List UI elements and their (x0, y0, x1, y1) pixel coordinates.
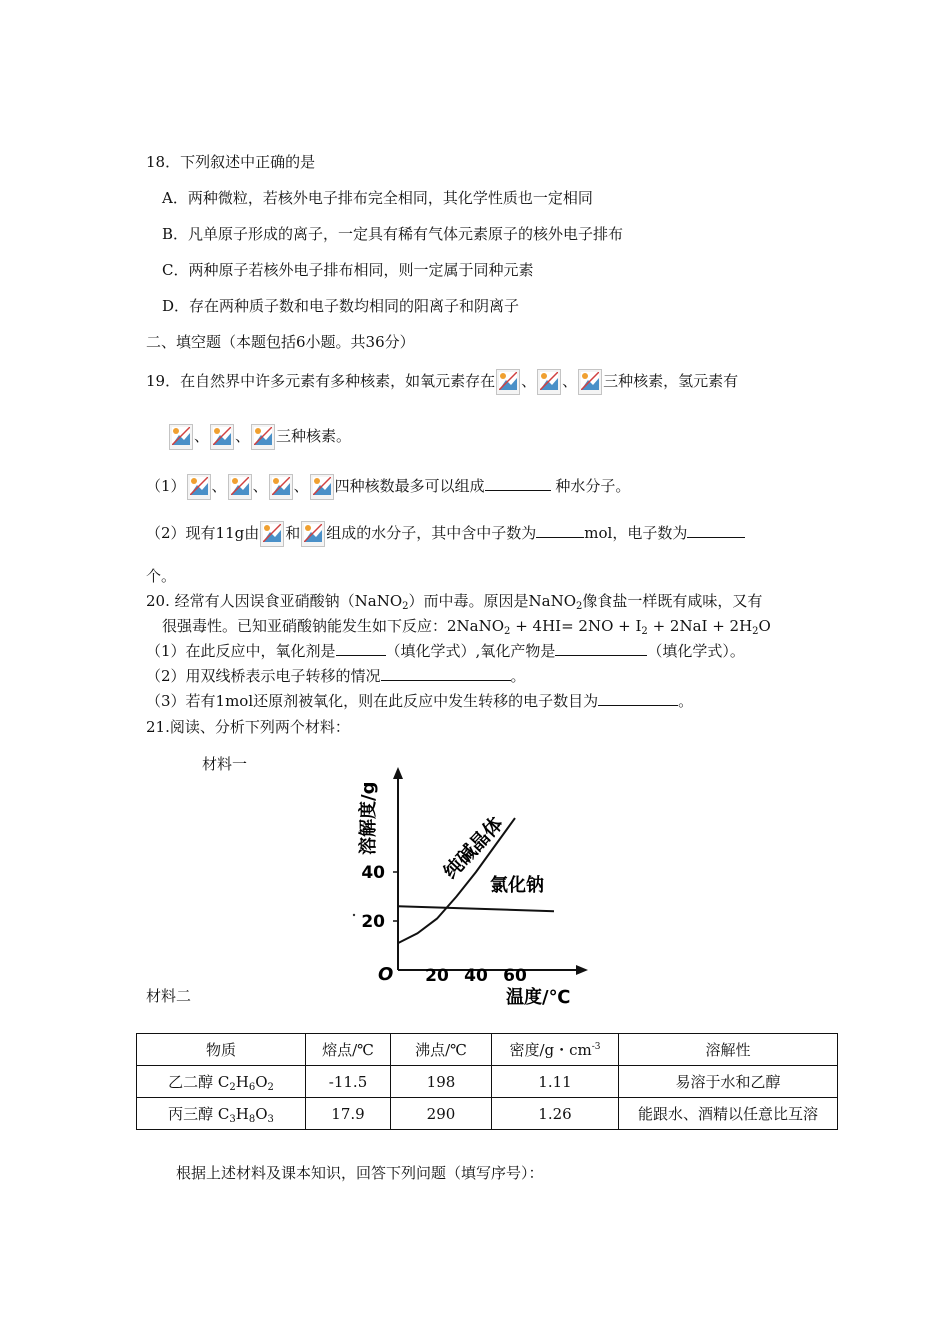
separator: 、 (235, 427, 251, 445)
q19-line1-tail: 三种核素，氢元素有 (603, 372, 739, 390)
superscript: -3 (591, 1042, 601, 1052)
cell-substance (137, 1098, 306, 1130)
q19-p1-text: 四种核数最多可以组成 (334, 477, 485, 495)
answer-blank[interactable] (336, 641, 386, 656)
answer-blank[interactable] (381, 666, 511, 681)
q20-p1-b: （填化学式）,氧化产物是 (385, 642, 556, 660)
cell-melting-point: 17.9 (306, 1098, 391, 1130)
q20-part3 (146, 691, 693, 711)
x-axis-label: 温度/℃ (506, 987, 571, 1008)
q19-stem: 19．在自然界中许多元素有多种核素，如氧元素存在 (146, 372, 496, 390)
q20-p3-a: （3）若有1mol还原剂被氧化，则在此反应中发生转移的电子数目为 (146, 692, 599, 710)
header-substance: 物质 (137, 1034, 306, 1066)
formula-part: O (255, 1072, 268, 1091)
answer-blank[interactable] (598, 691, 678, 706)
answer-blank[interactable] (485, 476, 551, 491)
q20-eq-b: + 4HI= 2NO + I (510, 617, 642, 635)
x-tick-label: 40 (464, 966, 488, 986)
cell-solubility: 能跟水、酒精以任意比互溶 (619, 1098, 838, 1130)
formula-part: H (235, 1104, 249, 1123)
cell-substance (137, 1066, 306, 1098)
properties-table (136, 1033, 838, 1130)
soda-crystal-label: 纯碱晶体 (439, 812, 508, 884)
material-one-label: 材料一 (202, 755, 248, 773)
q18-option-d: D．存在两种质子数和电子数均相同的阳离子和阴离子 (162, 297, 520, 315)
sodium-chloride-label: 氯化钠 (490, 875, 544, 896)
q18-option-c: C．两种原子若核外电子排布相同，则一定属于同种元素 (162, 261, 534, 279)
separator: 、 (194, 427, 210, 445)
q21-stem: 21.阅读、分析下列两个材料： (146, 718, 350, 736)
q21-footer: 根据上述材料及课本知识，回答下列问题（填写序号）： (176, 1164, 544, 1182)
separator: 、 (293, 477, 309, 495)
q20-text-a: 20. 经常有人因误食亚硝酸钠（NaNO (146, 592, 403, 610)
q20-p3-b: 。 (678, 692, 694, 710)
cell-solubility: 易溶于水和乙醇 (619, 1066, 838, 1098)
q19-p2-mol: mol，电子数为 (584, 524, 688, 542)
cell-density: 1.11 (492, 1066, 619, 1098)
q18-option-a: A．两种微粒，若核外电子排布完全相同，其化学性质也一定相同 (162, 189, 593, 207)
cell-melting-point: -11.5 (306, 1066, 391, 1098)
y-axis-label: 溶解度/g (358, 781, 379, 855)
q20-text-b: ）而中毒。原因是NaNO (408, 592, 576, 610)
q20-part2 (146, 666, 526, 686)
q19-p2-and: 和 (285, 524, 301, 542)
subscript: 2 (267, 1081, 274, 1093)
q20-p2-a: （2）用双线桥表示电子转移的情况 (146, 667, 381, 685)
q19-p1-prefix: （1） (146, 477, 186, 495)
y-tick-label: 40 (361, 863, 385, 883)
y-axis-arrow (393, 767, 403, 779)
q20-text-c: 像食盐一样既有咸味，又有 (582, 592, 763, 610)
broken-image-icon (228, 474, 252, 500)
header-solubility: 溶解性 (619, 1034, 838, 1066)
q18-stem: 18．下列叙述中正确的是 (146, 153, 316, 171)
formula-part: O (255, 1104, 268, 1123)
q20-p1-c: （填化学式）。 (647, 642, 745, 660)
broken-image-icon (496, 369, 520, 395)
q19-line1 (146, 369, 738, 395)
broken-image-icon (578, 369, 602, 395)
broken-image-icon (187, 474, 211, 500)
header-melting-point: 熔点/℃ (306, 1034, 391, 1066)
separator: 、 (562, 372, 578, 390)
q20-eq-c: + 2NaI + 2H (647, 617, 753, 635)
separator: 、 (252, 477, 268, 495)
q20-line1 (146, 591, 762, 617)
broken-image-icon (537, 369, 561, 395)
q20-p1-a: （1）在此反应中，氧化剂是 (146, 642, 336, 660)
table-header-row (137, 1034, 838, 1066)
material-two-label: 材料二 (146, 987, 192, 1005)
broken-image-icon (210, 424, 234, 450)
q20-eq-a: 很强毒性。已知亚硝酸钠能发生如下反应：2NaNO (162, 617, 505, 635)
stray-dot (353, 914, 355, 916)
separator: 、 (521, 372, 537, 390)
answer-blank[interactable] (555, 641, 647, 656)
origin-label: O (378, 964, 394, 985)
q19-p2-text: 组成的水分子，其中含中子数为 (326, 524, 537, 542)
broken-image-icon (301, 521, 325, 547)
subscript: 2 (576, 601, 583, 612)
answer-blank[interactable] (536, 523, 584, 538)
q19-end: 个。 (146, 567, 177, 585)
y-tick-label: 20 (361, 912, 385, 932)
subscript: 3 (267, 1113, 274, 1125)
table-row (137, 1066, 838, 1098)
cell-boiling-point: 290 (391, 1098, 492, 1130)
q19-p2-prefix: （2）现有11g由 (146, 524, 260, 542)
subscript: 2 (402, 601, 409, 612)
broken-image-icon (251, 424, 275, 450)
density-text: 密度/g・cm (509, 1041, 592, 1059)
q20-line2 (162, 616, 771, 642)
q18-option-b: B．凡单原子形成的离子，一定具有稀有气体元素原子的核外电子排布 (162, 225, 624, 243)
q20-p2-b: 。 (510, 667, 526, 685)
subscript: 2 (504, 626, 511, 637)
x-axis-arrow (576, 965, 588, 975)
x-tick-label: 20 (425, 966, 449, 986)
x-tick-label: 60 (503, 966, 527, 986)
q20-eq-d: O (758, 617, 771, 635)
section-heading: 二、填空题（本题包括6小题。共36分） (146, 333, 415, 351)
solubility-chart (340, 755, 600, 1010)
q19-line2 (168, 424, 351, 450)
answer-blank[interactable] (687, 523, 745, 538)
table-row (137, 1098, 838, 1130)
broken-image-icon (169, 424, 193, 450)
broken-image-icon (269, 474, 293, 500)
q20-part1 (146, 641, 745, 661)
substance-name: 乙二醇 C (168, 1072, 230, 1091)
header-density (492, 1034, 619, 1066)
formula-part: H (235, 1072, 249, 1091)
subscript: 3 (229, 1113, 236, 1125)
substance-name: 丙三醇 C (168, 1104, 230, 1123)
separator: 、 (211, 477, 227, 495)
cell-density: 1.26 (492, 1098, 619, 1130)
header-boiling-point: 沸点/℃ (391, 1034, 492, 1066)
subscript: 2 (641, 626, 648, 637)
cell-boiling-point: 198 (391, 1066, 492, 1098)
subscript: 2 (229, 1081, 236, 1093)
subscript: 6 (248, 1081, 256, 1093)
q19-part1 (146, 474, 630, 500)
broken-image-icon (260, 521, 284, 547)
sodium-chloride-line (398, 906, 554, 911)
q19-part2 (146, 521, 745, 547)
q19-p1-tail: 种水分子。 (550, 477, 631, 495)
q19-line2-tail: 三种核素。 (276, 427, 352, 445)
subscript: 2 (752, 626, 759, 637)
subscript: 8 (248, 1113, 256, 1125)
broken-image-icon (310, 474, 334, 500)
